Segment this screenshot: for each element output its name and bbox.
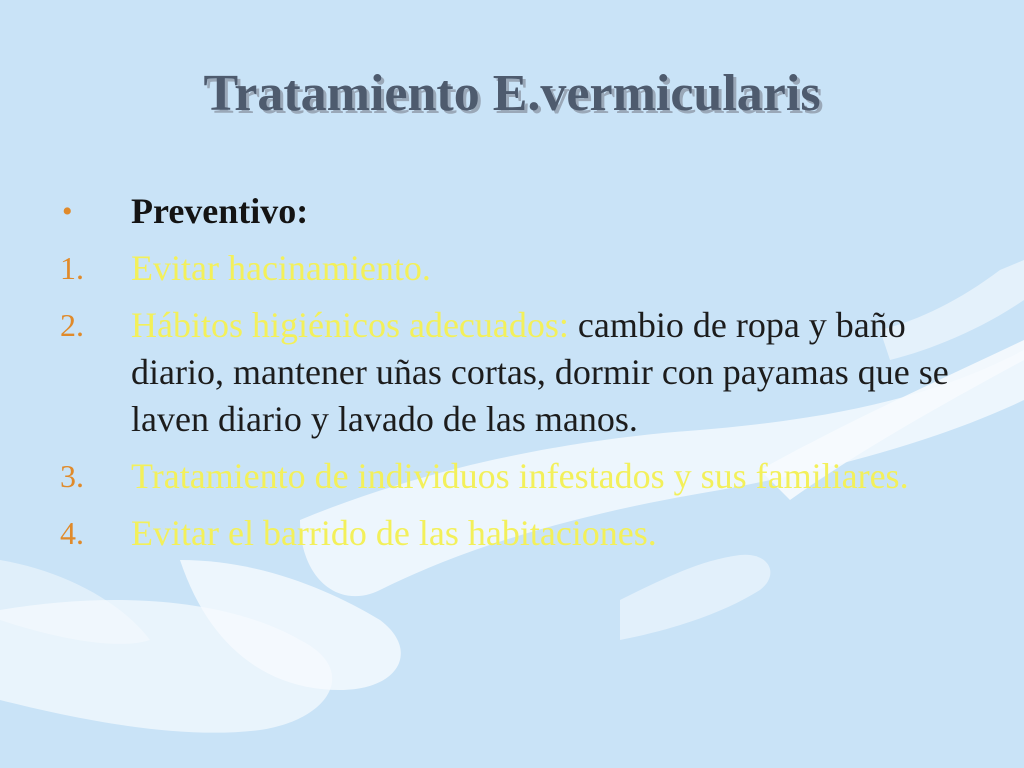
list-item [60,302,980,443]
slide-title: Tratamiento E.vermicularis [203,65,821,122]
item-highlight: Evitar hacinamiento. [131,248,431,288]
list-item [60,453,980,500]
section-heading: Preventivo: [131,191,309,231]
item-highlight: Tratamiento de individuos infestados y sus familiares. [131,456,909,496]
bullet-marker: • [62,195,73,228]
item-number: 3. [60,458,84,494]
item-number: 2. [60,307,84,343]
slide-content [60,188,980,567]
list-item [60,510,980,557]
item-number: 4. [60,515,84,551]
item-highlight: Hábitos higiénicos adecuados: [131,305,569,345]
list-item [60,245,980,292]
item-highlight: Evitar el barrido de las habitaciones. [131,513,657,553]
list-item-heading [60,188,980,235]
item-number: 1. [60,250,84,286]
item-text: cambio de ropa y baño diario, mantener uñas cortas, dormir con payamas que se laven diario y lavado de las manos. [131,305,949,439]
